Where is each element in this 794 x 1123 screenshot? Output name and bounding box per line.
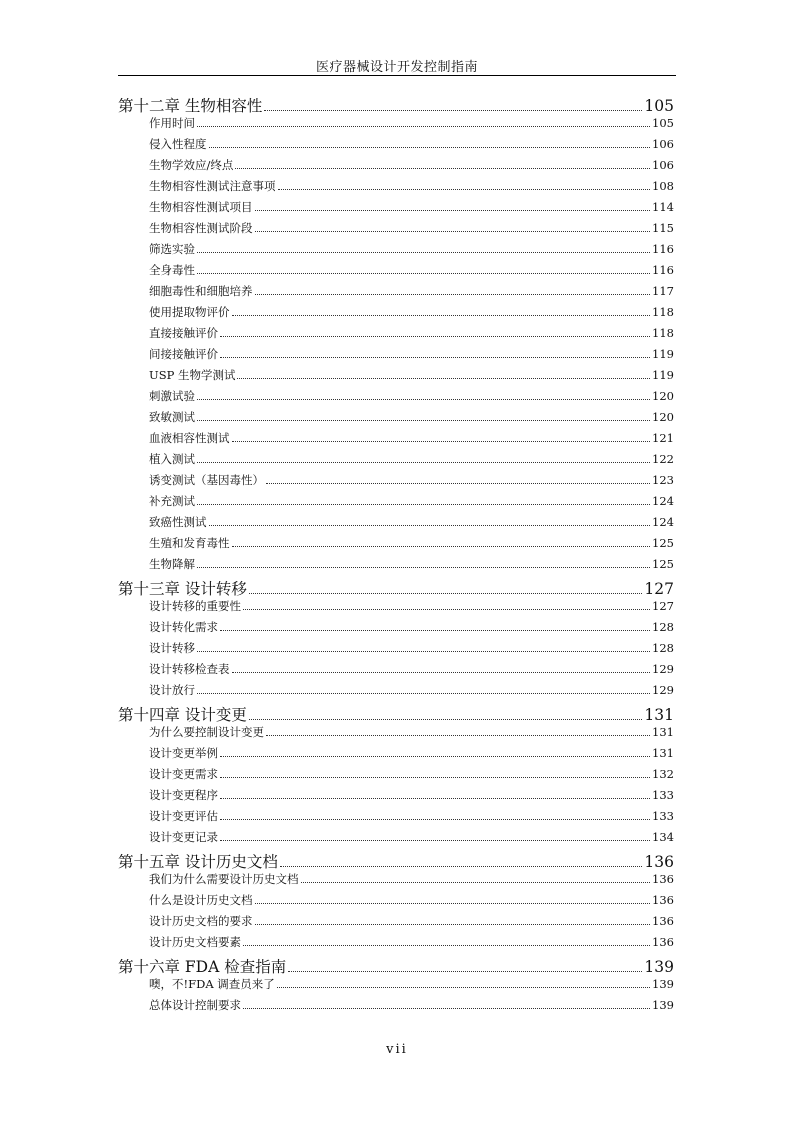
toc-entry-title: 设计转移检查表 <box>149 662 230 676</box>
toc-chapter-entry[interactable] <box>118 703 674 724</box>
toc-entry-page: 125 <box>652 557 674 571</box>
toc-entry-page: 132 <box>652 767 674 781</box>
toc-section-entry[interactable] <box>118 157 674 178</box>
toc-entry-title: 设计转移的重要性 <box>149 599 241 613</box>
toc-dot-leader <box>220 840 650 841</box>
toc-dot-leader <box>220 630 650 631</box>
toc-dot-leader <box>255 231 651 232</box>
toc-entry-title: 血液相容性测试 <box>149 431 230 445</box>
toc-chapter-entry[interactable] <box>118 94 674 115</box>
toc-dot-leader <box>255 903 651 904</box>
toc-chapter-entry[interactable] <box>118 850 674 871</box>
toc-dot-leader <box>237 378 650 379</box>
toc-dot-leader <box>197 399 650 400</box>
toc-entry-page: 127 <box>644 580 674 598</box>
toc-entry-page: 127 <box>652 599 674 613</box>
toc-entry-title: 作用时间 <box>149 116 195 130</box>
toc-entry-page: 131 <box>652 746 674 760</box>
toc-entry-page: 122 <box>652 452 674 466</box>
toc-entry-title: 使用提取物评价 <box>149 305 230 319</box>
toc-section-entry[interactable] <box>118 178 674 199</box>
toc-entry-title: 补充测试 <box>149 494 195 508</box>
toc-entry-page: 105 <box>644 97 674 115</box>
toc-entry-page: 136 <box>652 914 674 928</box>
toc-dot-leader <box>249 593 642 594</box>
toc-dot-leader <box>220 777 650 778</box>
toc-entry-page: 133 <box>652 788 674 802</box>
toc-entry-title: 第十二章 生物相容性 <box>118 97 263 115</box>
toc-section-entry[interactable] <box>118 304 674 325</box>
toc-entry-title: 筛选实验 <box>149 242 195 256</box>
toc-entry-page: 129 <box>652 683 674 697</box>
toc-entry-title: 全身毒性 <box>149 263 195 277</box>
toc-entry-title: 为什么要控制设计变更 <box>149 725 264 739</box>
toc-dot-leader <box>255 924 651 925</box>
toc-entry-page: 120 <box>652 410 674 424</box>
toc-entry-page: 139 <box>652 977 674 991</box>
toc-entry-title: 生殖和发育毒性 <box>149 536 230 550</box>
toc-section-entry[interactable] <box>118 598 674 619</box>
toc-entry-title: 间接接触评价 <box>149 347 218 361</box>
toc-dot-leader <box>277 987 650 988</box>
toc-section-entry[interactable] <box>118 976 674 997</box>
header-rule <box>118 75 676 76</box>
toc-entry-page: 121 <box>652 431 674 445</box>
toc-entry-title: 生物降解 <box>149 557 195 571</box>
toc-section-entry[interactable] <box>118 808 674 829</box>
toc-section-entry[interactable] <box>118 199 674 220</box>
toc-section-entry[interactable] <box>118 367 674 388</box>
toc-dot-leader <box>220 819 650 820</box>
toc-section-entry[interactable] <box>118 934 674 955</box>
toc-entry-page: 116 <box>652 242 674 256</box>
toc-entry-page: 119 <box>652 368 674 382</box>
toc-dot-leader <box>220 798 650 799</box>
toc-dot-leader <box>232 441 651 442</box>
toc-dot-leader <box>232 672 651 673</box>
toc-entry-title: USP 生物学测试 <box>149 368 236 382</box>
toc-chapter-entry[interactable] <box>118 577 674 598</box>
toc-dot-leader <box>232 546 651 547</box>
toc-section-entry[interactable] <box>118 724 674 745</box>
toc-entry-title: 设计变更举例 <box>149 746 218 760</box>
toc-entry-page: 124 <box>652 515 674 529</box>
toc-chapter-entry[interactable] <box>118 955 674 976</box>
toc-entry-page: 118 <box>652 326 674 340</box>
toc-section-entry[interactable] <box>118 892 674 913</box>
toc-dot-leader <box>197 252 650 253</box>
toc-dot-leader <box>197 462 650 463</box>
toc-entry-title: 侵入性程度 <box>149 137 207 151</box>
toc-section-entry[interactable] <box>118 472 674 493</box>
toc-entry-title: 设计历史文档的要求 <box>149 914 253 928</box>
toc-section-entry[interactable] <box>118 997 674 1018</box>
toc-section-entry[interactable] <box>118 409 674 430</box>
toc-entry-title: 什么是设计历史文档 <box>149 893 253 907</box>
toc-dot-leader <box>197 693 650 694</box>
toc-entry-page: 116 <box>652 263 674 277</box>
toc-entry-page: 120 <box>652 389 674 403</box>
toc-entry-page: 117 <box>652 284 674 298</box>
toc-entry-title: 第十六章 FDA 检查指南 <box>118 958 287 976</box>
toc-dot-leader <box>232 315 651 316</box>
toc-entry-title: 设计转移 <box>149 641 195 655</box>
toc-section-entry[interactable] <box>118 115 674 136</box>
toc-dot-leader <box>220 357 650 358</box>
toc-dot-leader <box>264 110 642 111</box>
toc-section-entry[interactable] <box>118 430 674 451</box>
toc-dot-leader <box>278 189 651 190</box>
toc-dot-leader <box>301 882 651 883</box>
toc-section-entry[interactable] <box>118 136 674 157</box>
toc-dot-leader <box>197 273 650 274</box>
toc-entry-title: 生物相容性测试注意事项 <box>149 179 276 193</box>
toc-dot-leader <box>220 336 650 337</box>
page-number: vii <box>386 1042 408 1057</box>
toc-entry-page: 123 <box>652 473 674 487</box>
toc-dot-leader <box>197 651 650 652</box>
toc-section-entry[interactable] <box>118 682 674 703</box>
toc-entry-title: 生物相容性测试阶段 <box>149 221 253 235</box>
toc-entry-title: 生物学效应/终点 <box>149 158 234 172</box>
toc-entry-page: 125 <box>652 536 674 550</box>
toc-dot-leader <box>197 126 650 127</box>
toc-section-entry[interactable] <box>118 661 674 682</box>
toc-entry-page: 139 <box>644 958 674 976</box>
toc-entry-title: 致癌性测试 <box>149 515 207 529</box>
toc-section-entry[interactable] <box>118 346 674 367</box>
toc-entry-title: 设计变更需求 <box>149 767 218 781</box>
toc-entry-page: 128 <box>652 641 674 655</box>
toc-entry-title: 诱变测试（基因毒性） <box>149 473 264 487</box>
toc-entry-page: 108 <box>652 179 674 193</box>
toc-section-entry[interactable] <box>118 325 674 346</box>
toc-entry-page: 118 <box>652 305 674 319</box>
toc-entry-title: 设计变更记录 <box>149 830 218 844</box>
toc-section-entry[interactable] <box>118 535 674 556</box>
toc-section-entry[interactable] <box>118 913 674 934</box>
toc-section-entry[interactable] <box>118 514 674 535</box>
toc-entry-title: 设计变更评估 <box>149 809 218 823</box>
toc-section-entry[interactable] <box>118 556 674 577</box>
toc-entry-title: 设计变更程序 <box>149 788 218 802</box>
toc-entry-title: 生物相容性测试项目 <box>149 200 253 214</box>
toc-entry-title: 第十四章 设计变更 <box>118 706 247 724</box>
table-of-contents <box>118 94 674 1018</box>
toc-entry-title: 细胞毒性和细胞培养 <box>149 284 253 298</box>
toc-entry-title: 刺激试验 <box>149 389 195 403</box>
running-header: 医疗器械设计开发控制指南 <box>315 60 478 75</box>
toc-entry-page: 134 <box>652 830 674 844</box>
toc-section-entry[interactable] <box>118 220 674 241</box>
toc-entry-page: 133 <box>652 809 674 823</box>
toc-dot-leader <box>197 504 650 505</box>
toc-entry-page: 124 <box>652 494 674 508</box>
toc-section-entry[interactable] <box>118 493 674 514</box>
toc-dot-leader <box>243 609 650 610</box>
toc-entry-page: 106 <box>652 137 674 151</box>
toc-dot-leader <box>197 567 650 568</box>
toc-section-entry[interactable] <box>118 241 674 262</box>
toc-dot-leader <box>266 735 650 736</box>
toc-dot-leader <box>280 866 642 867</box>
toc-entry-page: 139 <box>652 998 674 1012</box>
toc-dot-leader <box>235 168 650 169</box>
toc-entry-page: 129 <box>652 662 674 676</box>
toc-dot-leader <box>220 756 650 757</box>
toc-section-entry[interactable] <box>118 787 674 808</box>
toc-entry-page: 131 <box>652 725 674 739</box>
toc-entry-title: 设计转化需求 <box>149 620 218 634</box>
toc-entry-title: 设计历史文档要素 <box>149 935 241 949</box>
toc-dot-leader <box>288 971 642 972</box>
toc-entry-page: 136 <box>652 893 674 907</box>
toc-entry-page: 136 <box>644 853 674 871</box>
toc-entry-page: 105 <box>652 116 674 130</box>
toc-section-entry[interactable] <box>118 388 674 409</box>
toc-entry-title: 噢，不!FDA 调查员来了 <box>149 977 275 991</box>
toc-dot-leader <box>255 210 651 211</box>
toc-entry-title: 总体设计控制要求 <box>149 998 241 1012</box>
toc-section-entry[interactable] <box>118 283 674 304</box>
toc-dot-leader <box>266 483 650 484</box>
toc-entry-page: 106 <box>652 158 674 172</box>
toc-dot-leader <box>243 1008 650 1009</box>
toc-entry-title: 第十五章 设计历史文档 <box>118 853 278 871</box>
toc-section-entry[interactable] <box>118 619 674 640</box>
toc-dot-leader <box>209 147 651 148</box>
toc-entry-page: 136 <box>652 935 674 949</box>
toc-dot-leader <box>197 420 650 421</box>
toc-section-entry[interactable] <box>118 871 674 892</box>
toc-section-entry[interactable] <box>118 829 674 850</box>
toc-section-entry[interactable] <box>118 640 674 661</box>
toc-entry-page: 114 <box>652 200 674 214</box>
toc-entry-page: 128 <box>652 620 674 634</box>
toc-dot-leader <box>243 945 650 946</box>
toc-section-entry[interactable] <box>118 766 674 787</box>
toc-section-entry[interactable] <box>118 451 674 472</box>
toc-entry-page: 115 <box>652 221 674 235</box>
toc-entry-title: 我们为什么需要设计历史文档 <box>149 872 299 886</box>
toc-entry-title: 致敏测试 <box>149 410 195 424</box>
toc-entry-page: 131 <box>644 706 674 724</box>
toc-section-entry[interactable] <box>118 262 674 283</box>
toc-section-entry[interactable] <box>118 745 674 766</box>
toc-dot-leader <box>209 525 651 526</box>
toc-entry-title: 第十三章 设计转移 <box>118 580 247 598</box>
toc-entry-page: 119 <box>652 347 674 361</box>
toc-dot-leader <box>249 719 642 720</box>
toc-dot-leader <box>255 294 651 295</box>
toc-entry-title: 直接接触评价 <box>149 326 218 340</box>
toc-entry-page: 136 <box>652 872 674 886</box>
toc-entry-title: 设计放行 <box>149 683 195 697</box>
toc-entry-title: 植入测试 <box>149 452 195 466</box>
